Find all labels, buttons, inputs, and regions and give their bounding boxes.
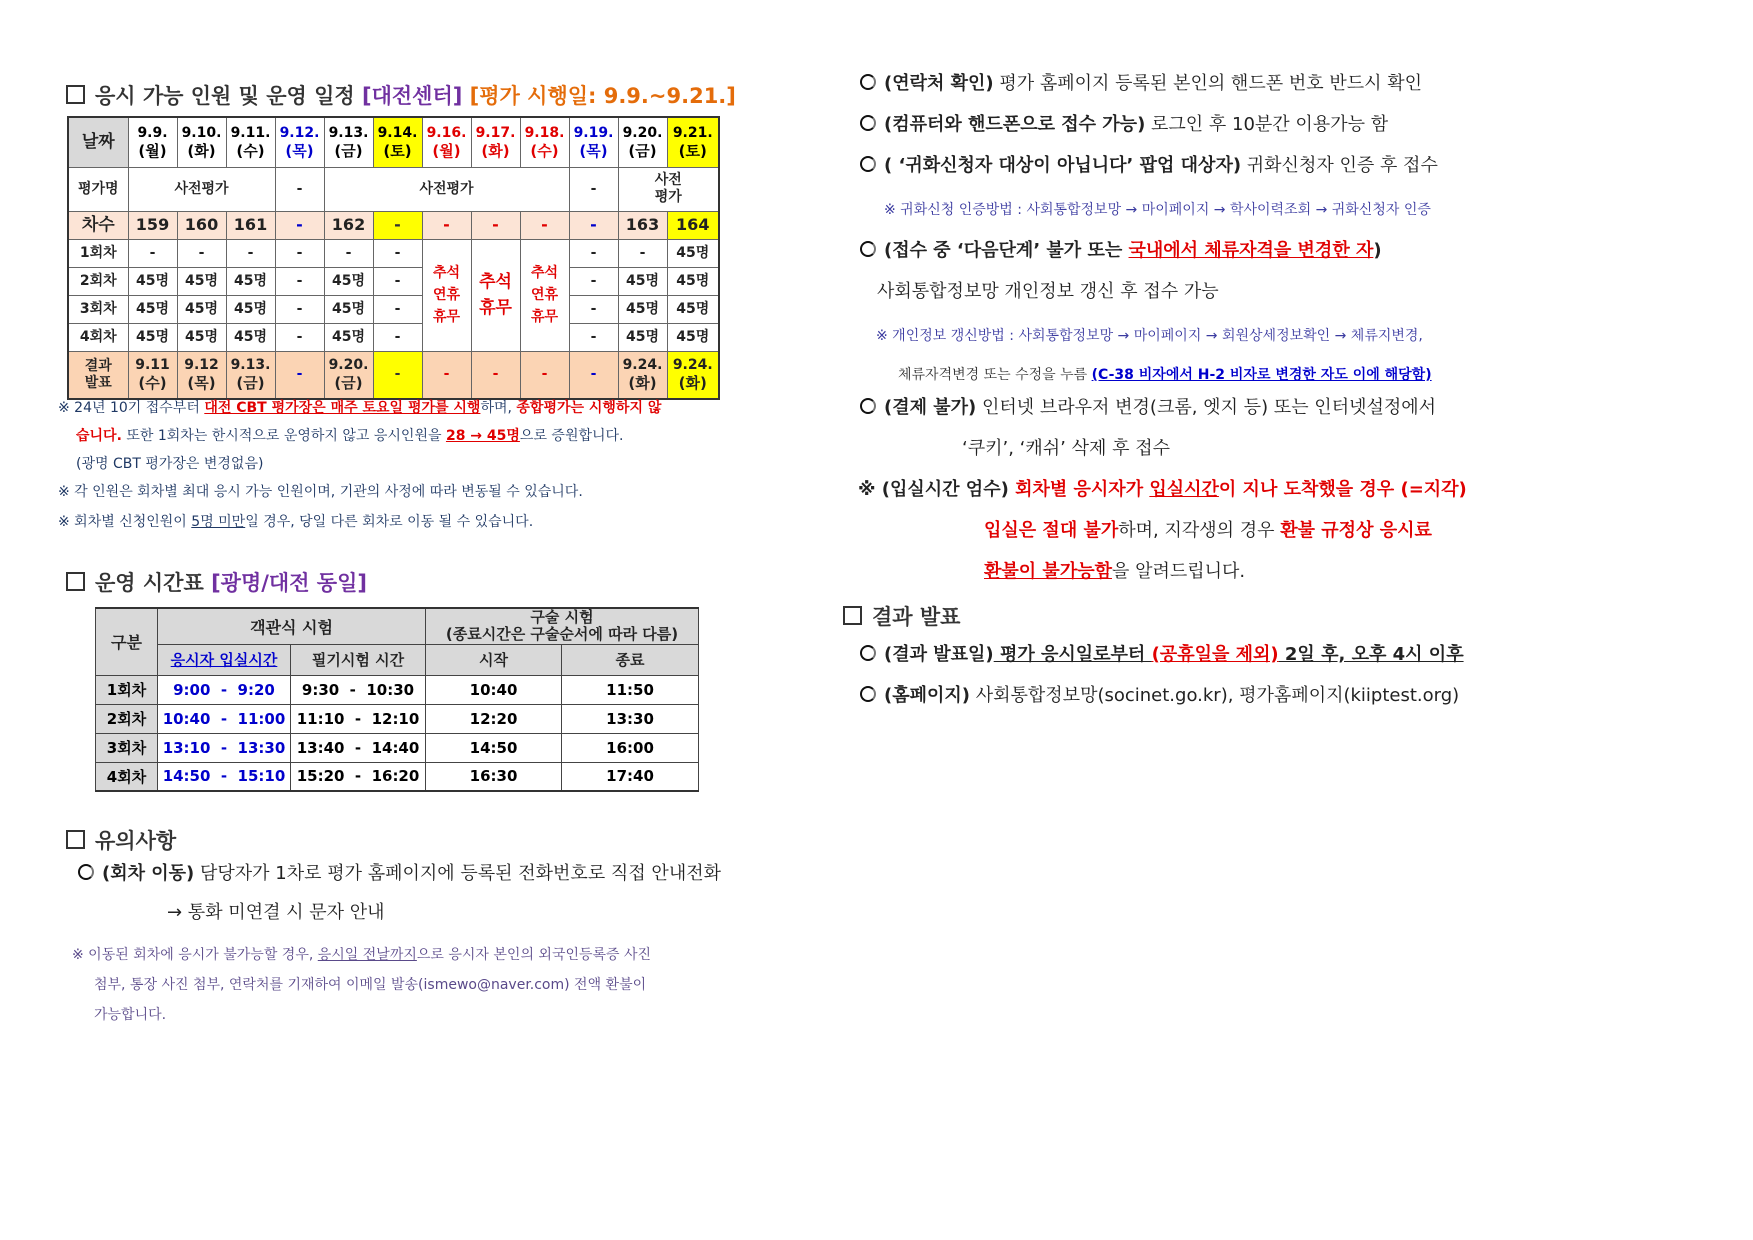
result-weekday: (목) bbox=[187, 374, 216, 393]
date-cell bbox=[471, 117, 520, 167]
date-value: 9.21. bbox=[672, 124, 713, 141]
session-cell: - bbox=[569, 239, 618, 267]
note-line: ※ 회차별 신청인원이 5명 미만일 경우, 당일 다른 회차로 이동 될 수 있습니다. bbox=[58, 514, 534, 530]
date-cell bbox=[128, 117, 177, 167]
date-value: 9.14. bbox=[377, 124, 418, 141]
session-label: 4회차 bbox=[96, 762, 158, 791]
date-value: 9.17. bbox=[475, 124, 516, 141]
pre-eval-cell: 사전평가 bbox=[324, 167, 569, 211]
date-cell bbox=[618, 117, 667, 167]
round-cell: 161 bbox=[226, 211, 275, 239]
session-cell: 45명 bbox=[667, 323, 719, 351]
timetable-body bbox=[96, 675, 699, 791]
end-header: 종료 bbox=[562, 644, 699, 675]
info-update-note: ※ 개인정보 갱신방법 : 사회통합정보망 → 마이페이지 → 회원상세정보확인 → 체류지변경, bbox=[876, 328, 1423, 344]
eval-header: 평가명 bbox=[68, 167, 128, 211]
session-label: 4회차 bbox=[68, 323, 128, 351]
result-date: 9.24. bbox=[622, 357, 663, 374]
timetable-row bbox=[96, 675, 699, 704]
session-cell: 45명 bbox=[618, 267, 667, 295]
entry-time: 10:40 - 11:00 bbox=[158, 704, 291, 733]
date-cell bbox=[275, 117, 324, 167]
session-cell: 45명 bbox=[667, 295, 719, 323]
date-value: 9.20. bbox=[622, 124, 663, 141]
session-cell: - bbox=[373, 295, 422, 323]
session-label: 2회차 bbox=[68, 267, 128, 295]
result-date: 9.20. bbox=[328, 357, 369, 374]
result-cell bbox=[520, 351, 569, 399]
timetable-row bbox=[96, 704, 699, 733]
session-cell: - bbox=[373, 323, 422, 351]
session-label: 1회차 bbox=[68, 239, 128, 267]
session-cell: - bbox=[618, 239, 667, 267]
weekday-value: (월) bbox=[432, 141, 461, 160]
entry-time: 14:50 - 15:10 bbox=[158, 762, 291, 791]
session-cell: - bbox=[275, 239, 324, 267]
circle-bullet-icon bbox=[860, 686, 876, 702]
eval-row bbox=[68, 167, 719, 211]
result-date: - bbox=[590, 366, 597, 383]
date-header: 날짜 bbox=[68, 117, 128, 167]
item-contact: (연락처 확인) 평가 홈페이지 등록된 본인의 핸드폰 번호 반드시 확인 bbox=[860, 72, 1422, 96]
date-value: 9.10. bbox=[181, 124, 222, 141]
written-time: 13:40 - 14:40 bbox=[291, 733, 426, 762]
written-time: 11:10 - 12:10 bbox=[291, 704, 426, 733]
note-line: 습니다. 또한 1회차는 한시적으로 운영하지 않고 응시인원을 28 → 45명으로 증원합니다. bbox=[76, 428, 624, 444]
result-date: - bbox=[394, 366, 401, 383]
date-cell bbox=[520, 117, 569, 167]
result-cell bbox=[226, 351, 275, 399]
round-cell: - bbox=[373, 211, 422, 239]
date-value: 9.16. bbox=[426, 124, 467, 141]
session-cell: 45명 bbox=[226, 295, 275, 323]
result-weekday: (수) bbox=[138, 374, 167, 393]
session-cell: 45명 bbox=[177, 295, 226, 323]
circle-bullet-icon bbox=[860, 156, 876, 172]
oral-end: 11:50 bbox=[562, 675, 699, 704]
written-time-header: 필기시험 시간 bbox=[291, 644, 426, 675]
holiday-text: 휴무 bbox=[432, 309, 461, 325]
session-cell: 45명 bbox=[226, 267, 275, 295]
session-cell: - bbox=[226, 239, 275, 267]
session-cell: - bbox=[128, 239, 177, 267]
weekday-value: (화) bbox=[481, 141, 510, 160]
holiday-text: 연휴 bbox=[432, 287, 461, 303]
holiday-text: 휴무 bbox=[479, 298, 512, 318]
result-cell bbox=[667, 351, 719, 399]
session-label: 3회차 bbox=[96, 733, 158, 762]
checkbox-square-icon bbox=[66, 85, 85, 104]
session-cell: 45명 bbox=[667, 239, 719, 267]
result-date: - bbox=[443, 366, 450, 383]
entry-time-header: 응시자 입실시간 bbox=[158, 644, 291, 675]
session-label: 1회차 bbox=[96, 675, 158, 704]
result-date: 9.24. bbox=[672, 357, 713, 374]
written-time: 15:20 - 16:20 bbox=[291, 762, 426, 791]
session-cell: 45명 bbox=[177, 267, 226, 295]
result-date: - bbox=[296, 366, 303, 383]
weekday-value: (월) bbox=[138, 141, 167, 160]
round-cell: - bbox=[275, 211, 324, 239]
result-date: 9.11 bbox=[135, 357, 170, 374]
notes-block-1 bbox=[58, 394, 661, 536]
timetable-subheader-row bbox=[96, 644, 699, 675]
session-cell: 45명 bbox=[324, 323, 373, 351]
circle-bullet-icon bbox=[860, 645, 876, 661]
period-label: [평가 시행일: 9.9.~9.21.] bbox=[469, 84, 736, 108]
date-value: 9.11. bbox=[230, 124, 271, 141]
session-cell: - bbox=[373, 239, 422, 267]
checkbox-square-icon bbox=[66, 572, 85, 591]
session-cell: 45명 bbox=[618, 295, 667, 323]
result-date: - bbox=[541, 366, 548, 383]
result-date: 9.12 bbox=[184, 357, 219, 374]
result-weekday: (화) bbox=[628, 374, 657, 393]
note-line: ※ 각 인원은 회차별 최대 응시 가능 인원이며, 기관의 사정에 따라 변동될 수 있습니다. bbox=[58, 484, 583, 500]
result-header: 결과 발표 bbox=[68, 351, 128, 399]
section2-subtitle: [광명/대전 동일] bbox=[211, 571, 367, 595]
circle-bullet-icon bbox=[860, 115, 876, 131]
session-label: 2회차 bbox=[96, 704, 158, 733]
result-cell bbox=[128, 351, 177, 399]
item-device: (컴퓨터와 핸드폰으로 접수 가능) 로그인 후 10분간 이용가능 함 bbox=[860, 113, 1388, 137]
eval-dash: - bbox=[275, 167, 324, 211]
oral-start: 14:50 bbox=[426, 733, 562, 762]
refund-note bbox=[72, 940, 651, 1030]
date-cell bbox=[667, 117, 719, 167]
session-cell: 45명 bbox=[324, 295, 373, 323]
round-cell: - bbox=[520, 211, 569, 239]
date-cell bbox=[373, 117, 422, 167]
session-row bbox=[68, 295, 719, 323]
result-cell bbox=[422, 351, 471, 399]
obj-exam-header: 객관식 시험 bbox=[158, 608, 426, 644]
holiday-text: 휴무 bbox=[530, 309, 559, 325]
item-next-step: (접수 중 ‘다음단계’ 불가 또는 국내에서 체류자격을 변경한 자) bbox=[860, 239, 1382, 263]
entry-time: 13:10 - 13:30 bbox=[158, 733, 291, 762]
round-cell: - bbox=[422, 211, 471, 239]
center-label: [대전센터] bbox=[362, 84, 463, 108]
session-cell: - bbox=[275, 295, 324, 323]
round-cell: 163 bbox=[618, 211, 667, 239]
date-value: 9.9. bbox=[137, 124, 168, 141]
timetable-row bbox=[96, 733, 699, 762]
oral-start: 10:40 bbox=[426, 675, 562, 704]
item-entry-time-2: 입실은 절대 불가하며, 지각생의 경우 환불 규정상 응시료 bbox=[984, 520, 1432, 541]
entry-time: 9:00 - 9:20 bbox=[158, 675, 291, 704]
weekday-value: (토) bbox=[383, 141, 412, 160]
round-cell: 162 bbox=[324, 211, 373, 239]
holiday-text: 추석 bbox=[530, 265, 559, 281]
oral-start: 16:30 bbox=[426, 762, 562, 791]
session-cell: 45명 bbox=[667, 267, 719, 295]
note-line: ※ 24년 10기 접수부터 대전 CBT 평가장은 매주 토요일 평가를 시행하며, 종합평가는 시행하지 않 bbox=[58, 400, 662, 416]
info-update-note-2: 체류자격변경 또는 수정을 누름 (C-38 비자에서 H-2 비자로 변경한 자도 이에 해당함) bbox=[898, 367, 1432, 383]
result-cell bbox=[275, 351, 324, 399]
holiday-text: 추석 bbox=[479, 272, 512, 292]
result-cell bbox=[569, 351, 618, 399]
session-cell: - bbox=[569, 267, 618, 295]
oral-start: 12:20 bbox=[426, 704, 562, 733]
result-weekday: (금) bbox=[236, 374, 265, 393]
round-cell: 164 bbox=[667, 211, 719, 239]
result-cell bbox=[373, 351, 422, 399]
round-cell: 160 bbox=[177, 211, 226, 239]
weekday-value: (수) bbox=[236, 141, 265, 160]
result-date: 9.13. bbox=[230, 357, 271, 374]
date-cell bbox=[422, 117, 471, 167]
pre-eval-cell: 사전평가 bbox=[128, 167, 275, 211]
holiday-cell bbox=[520, 239, 569, 351]
result-cell bbox=[618, 351, 667, 399]
session-cell: 45명 bbox=[128, 267, 177, 295]
date-cell bbox=[324, 117, 373, 167]
session-row bbox=[68, 239, 719, 267]
item-entry-time: ※ (입실시간 엄수) 회차별 응시자가 입실시간이 지나 도착했을 경우 (=지각) bbox=[858, 479, 1467, 500]
result-cell bbox=[177, 351, 226, 399]
section1-title: 응시 가능 인원 및 운영 일정 [대전센터] [평가 시행일: 9.9.~9.21.] bbox=[66, 80, 736, 110]
item-next-step-sub: 사회통합정보망 개인정보 갱신 후 접수 가능 bbox=[877, 281, 1219, 302]
circle-bullet-icon bbox=[860, 74, 876, 90]
col-div-header: 구분 bbox=[96, 608, 158, 675]
date-cell bbox=[226, 117, 275, 167]
rounds-row bbox=[68, 211, 719, 239]
timetable-row bbox=[96, 762, 699, 791]
results-row bbox=[68, 351, 719, 399]
session-cell: 45명 bbox=[324, 267, 373, 295]
holiday-cell bbox=[471, 239, 520, 351]
section3-title: 유의사항 bbox=[66, 825, 176, 855]
item-result-date: (결과 발표일) 평가 응시일로부터 (공휴일을 제외) 2일 후, 오후 4시 이후 bbox=[860, 643, 1464, 667]
weekday-value: (토) bbox=[678, 141, 707, 160]
date-cell bbox=[177, 117, 226, 167]
oral-end: 17:40 bbox=[562, 762, 699, 791]
naturalization-note: ※ 귀화신청 인증방법 : 사회통합정보망 → 마이페이지 → 학사이력조회 → 귀화신청자 인증 bbox=[884, 202, 1431, 218]
session-cell: 45명 bbox=[226, 323, 275, 351]
oral-exam-header: 구술 시험 (종료시간은 구술순서에 따라 다름) bbox=[426, 608, 699, 644]
result-weekday: (금) bbox=[334, 374, 363, 393]
note-line: 첨부, 통장 사진 첨부, 연락처를 기재하여 이메일 발송(ismewo@naver.com) 전액 환불이 bbox=[94, 977, 647, 993]
date-value: 9.19. bbox=[573, 124, 614, 141]
session-cell: - bbox=[569, 295, 618, 323]
item-payment: (결제 불가) 인터넷 브라우저 변경(크롬, 엣지 등) 또는 인터넷설정에서 bbox=[860, 396, 1436, 420]
oral-end: 16:00 bbox=[562, 733, 699, 762]
item-entry-time-3: 환불이 불가능함을 알려드립니다. bbox=[984, 561, 1246, 582]
session-cell: 45명 bbox=[128, 295, 177, 323]
session-cell: - bbox=[177, 239, 226, 267]
date-value: 9.18. bbox=[524, 124, 565, 141]
circle-bullet-icon bbox=[78, 864, 94, 880]
note-line: ※ 이동된 회차에 응시가 불가능할 경우, 응시일 전날까지으로 응시자 본인의 외국인등록증 사진 bbox=[72, 947, 652, 963]
checkbox-square-icon bbox=[66, 830, 85, 849]
item-homepage: (홈페이지) 사회통합정보망(socinet.go.kr), 평가홈페이지(kiiptest.org) bbox=[860, 684, 1459, 708]
session-cell: 45명 bbox=[128, 323, 177, 351]
weekday-value: (목) bbox=[285, 141, 314, 160]
result-date: - bbox=[492, 366, 499, 383]
session-cell: - bbox=[324, 239, 373, 267]
date-cell bbox=[569, 117, 618, 167]
schedule-table bbox=[67, 116, 720, 400]
round-header: 차수 bbox=[68, 211, 128, 239]
session-label: 3회차 bbox=[68, 295, 128, 323]
session-cell: - bbox=[275, 323, 324, 351]
weekday-value: (금) bbox=[334, 141, 363, 160]
eval-dash: - bbox=[569, 167, 618, 211]
round-cell: - bbox=[471, 211, 520, 239]
note-line: 가능합니다. bbox=[94, 1007, 167, 1023]
circle-bullet-icon bbox=[860, 398, 876, 414]
result-cell bbox=[471, 351, 520, 399]
session-row bbox=[68, 267, 719, 295]
item-naturalization: ( ‘귀화신청자 대상이 아닙니다’ 팝업 대상자) 귀화신청자 인증 후 접수 bbox=[860, 154, 1438, 178]
session-cell: 45명 bbox=[177, 323, 226, 351]
session-cell: - bbox=[569, 323, 618, 351]
session-cell: - bbox=[373, 267, 422, 295]
start-header: 시작 bbox=[426, 644, 562, 675]
date-value: 9.12. bbox=[279, 124, 320, 141]
round-cell: 159 bbox=[128, 211, 177, 239]
item-payment-sub: ‘쿠키’, ‘캐쉬’ 삭제 후 접수 bbox=[962, 438, 1170, 459]
holiday-text: 추석 bbox=[432, 265, 461, 281]
written-time: 9:30 - 10:30 bbox=[291, 675, 426, 704]
timetable bbox=[95, 607, 699, 792]
circle-bullet-icon bbox=[860, 241, 876, 257]
oral-end: 13:30 bbox=[562, 704, 699, 733]
date-value: 9.13. bbox=[328, 124, 369, 141]
timetable-header-row bbox=[96, 608, 699, 644]
session-cell: 45명 bbox=[618, 323, 667, 351]
holiday-cell bbox=[422, 239, 471, 351]
dates-row bbox=[68, 117, 719, 167]
result-weekday: (화) bbox=[678, 374, 707, 393]
round-cell: - bbox=[569, 211, 618, 239]
result-cell bbox=[324, 351, 373, 399]
checkbox-square-icon bbox=[843, 606, 862, 625]
session-row bbox=[68, 323, 719, 351]
weekday-value: (목) bbox=[579, 141, 608, 160]
note-line: (광명 CBT 평가장은 변경없음) bbox=[76, 456, 264, 472]
weekday-value: (화) bbox=[187, 141, 216, 160]
pre-eval-cell: 사전 평가 bbox=[618, 167, 719, 211]
weekday-value: (수) bbox=[530, 141, 559, 160]
session-cell: - bbox=[275, 267, 324, 295]
section2-title: 운영 시간표 [광명/대전 동일] bbox=[66, 567, 367, 597]
item-round-move-sub: → 통화 미연결 시 문자 안내 bbox=[167, 902, 385, 923]
weekday-value: (금) bbox=[628, 141, 657, 160]
item-round-move: (회차 이동) 담당자가 1차로 평가 홈페이지에 등록된 전화번호로 직접 안내전화 bbox=[78, 862, 721, 886]
section4-title: 결과 발표 bbox=[843, 601, 960, 631]
holiday-text: 연휴 bbox=[530, 287, 559, 303]
